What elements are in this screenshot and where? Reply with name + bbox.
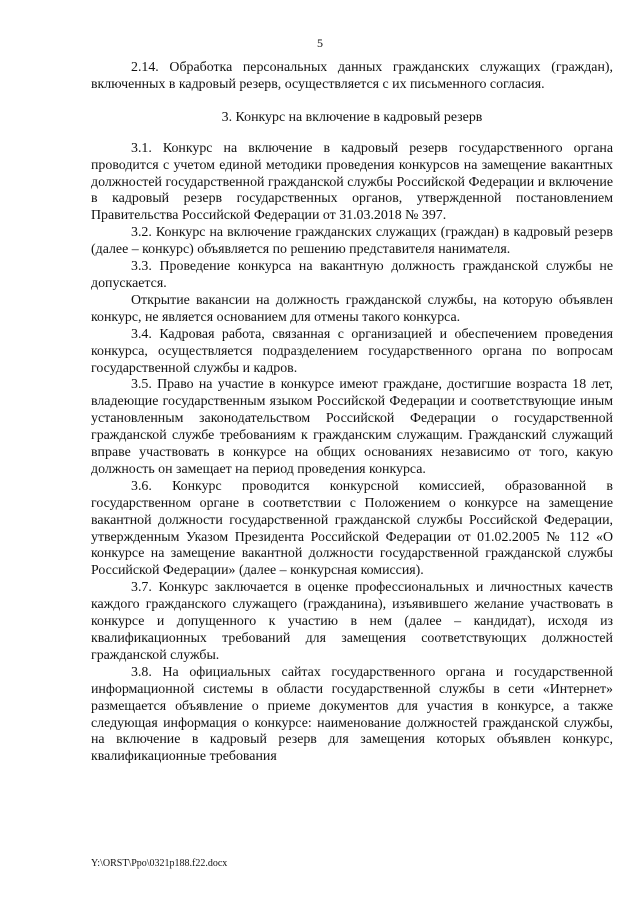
paragraph-3-6: 3.6. Конкурс проводится конкурсной комиссией, образованной в государственном органе в соответствии с Положением о конкурсе на замещение вакантной должности государственной гражданской службы Российской Федерации, утвержденным Указом Президента Российской Федерации от 01.02.2005 № 112 «О конкурсе на замещение вакантной должности государственной гражданской службы Российской Федерации» (далее – конкурсная комиссия). <box>91 478 613 579</box>
paragraph-3-5: 3.5. Право на участие в конкурсе имеют граждане, достигшие возраста 18 лет, владеющие государственным языком Российской Федерации и соответствующие иным установленным законодательством Российской Федерации о государственной гражданской службе требованиям к гражданским служащим. Гражданский служащий вправе участвовать в конкурсе на общих основаниях независимо от того, какую должность он замещает на период проведения конкурса. <box>91 377 613 477</box>
page-number: 5 <box>317 36 323 50</box>
paragraph-2-14: 2.14. Обработка персональных данных гражданских служащих (граждан), включенных в кадровый резерв, осуществляется с их письменного согласия. <box>91 60 613 92</box>
paragraph-3-4: 3.4. Кадровая работа, связанная с организацией и обеспечением проведения конкурса, осуществляется подразделением государственного органа по вопросам государственной службы и кадров. <box>91 326 613 376</box>
paragraph-3-1: 3.1. Конкурс на включение в кадровый резерв государственного органа проводится с учетом единой методики проведения конкурсов на замещение вакантных должностей государственной гражданской службы Российской Федерации и включение в кадровый резерв государственных органов, утвержденной постановлением Правительства Российской Федерации от 31.03.2018 № 397. <box>91 140 613 224</box>
paragraph-3-7: 3.7. Конкурс заключается в оценке профессиональных и личностных качеств каждого гражданского служащего (гражданина), изъявившего желание участвовать в конкурсе и допущенного к участию в нем (далее – кандидат), исходя из квалификационных требований для замещения соответствующих должностей гражданской службы. <box>91 580 613 663</box>
paragraph-3-3: 3.3. Проведение конкурса на вакантную должность гражданской службы не допускается. <box>91 259 613 291</box>
paragraph-3-8: 3.8. На официальных сайтах государственного органа и государственной информационной системы в области государственной службы в сети «Интернет» размещается объявление о приеме документов для участия в конкурсе, а также следующая информация о конкурсе: наименование должностей гражданской службы, на включение в кадровый резерв для замещения которых объявлен конкурс, квалификационные требования <box>91 664 613 765</box>
paragraph-3-2: 3.2. Конкурс на включение гражданских служащих (граждан) в кадровый резерв (далее – конкурс) объявляется по решению представителя нанимателя. <box>91 225 613 258</box>
section-heading: 3. Конкурс на включение в кадровый резерв <box>221 109 483 125</box>
document-body <box>91 60 613 766</box>
footer-file-path: Y:\ORST\Ppo\0321p188.f22.docx <box>91 858 228 869</box>
paragraph-3-3-vacancy: Открытие вакансии на должность гражданской службы, на которую объявлен конкурс, не является основанием для отмены такого конкурса. <box>91 292 613 325</box>
